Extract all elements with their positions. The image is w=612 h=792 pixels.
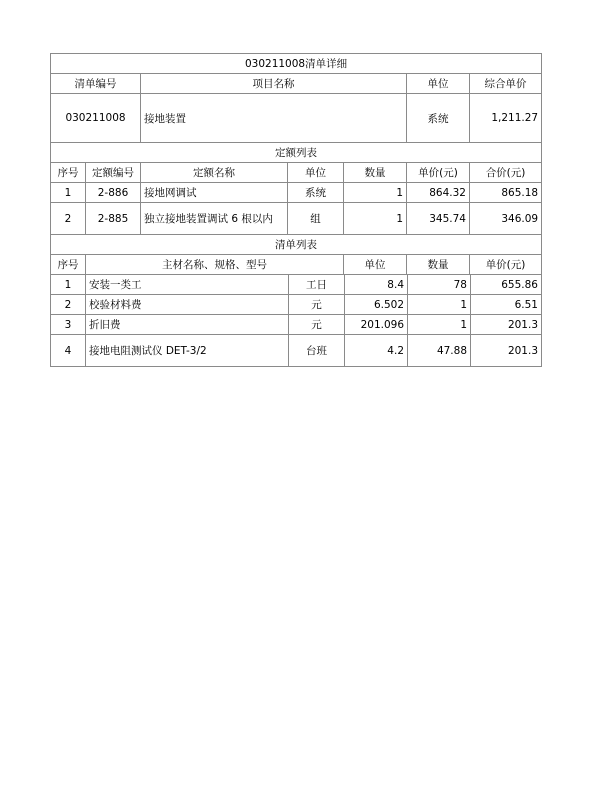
quota-col-name: 定额名称 [141,163,288,183]
table-row [51,315,542,335]
list-name: 校验材料费 [86,295,289,315]
list-price: 78 [408,275,471,295]
quota-col-qty: 数量 [344,163,407,183]
quota-total: 346.09 [470,203,542,235]
list-detail-table [50,274,542,367]
list-col-price: 单价(元) [470,255,542,275]
table-row [51,335,542,367]
item-code: 030211008 [51,94,141,143]
quota-section-title-row [51,143,542,163]
list-total: 201.3 [471,335,542,367]
code-header: 清单编号 [51,74,141,94]
table-row [51,275,542,295]
quota-code: 2-886 [86,183,141,203]
list-no: 2 [51,295,86,315]
list-no: 1 [51,275,86,295]
list-no: 4 [51,335,86,367]
list-total: 201.3 [471,315,542,335]
quota-qty: 1 [344,183,407,203]
quota-unit: 系统 [288,183,344,203]
table-row [51,183,542,203]
list-header-row [51,255,542,275]
quota-price: 345.74 [407,203,470,235]
list-unit: 工日 [289,275,345,295]
list-total: 6.51 [471,295,542,315]
list-name: 接地电阻测试仪 DET-3/2 [86,335,289,367]
item-name: 接地装置 [141,94,407,143]
table-row [51,203,542,235]
item-row [51,94,542,143]
quota-qty: 1 [344,203,407,235]
unit-header: 单位 [407,74,470,94]
item-price: 1,211.27 [470,94,542,143]
item-header-row [51,74,542,94]
quota-col-code: 定额编号 [86,163,141,183]
title-row [51,54,542,74]
list-price: 1 [408,315,471,335]
list-section-title: 清单列表 [51,235,542,255]
list-col-qty: 数量 [407,255,470,275]
sheet-title: 030211008清单详细 [51,54,542,74]
quota-total: 865.18 [470,183,542,203]
quota-header-row [51,163,542,183]
list-no: 3 [51,315,86,335]
quota-col-total: 合价(元) [470,163,542,183]
list-col-name: 主材名称、规格、型号 [86,255,344,275]
quota-code: 2-885 [86,203,141,235]
list-qty: 4.2 [345,335,408,367]
item-unit: 系统 [407,94,470,143]
list-col-no: 序号 [51,255,86,275]
bill-detail-table [50,53,542,275]
list-unit: 台班 [289,335,345,367]
table-row [51,295,542,315]
list-qty: 6.502 [345,295,408,315]
quota-col-price: 单价(元) [407,163,470,183]
quota-name: 独立接地装置调试 6 根以内 [141,203,288,235]
list-unit: 元 [289,295,345,315]
list-col-unit: 单位 [344,255,407,275]
list-price: 1 [408,295,471,315]
quota-no: 1 [51,183,86,203]
name-header: 项目名称 [141,74,407,94]
list-total: 655.86 [471,275,542,295]
list-name: 安装一类工 [86,275,289,295]
list-price: 47.88 [408,335,471,367]
quota-name: 接地网调试 [141,183,288,203]
list-qty: 201.096 [345,315,408,335]
quota-section-title: 定额列表 [51,143,542,163]
list-section-title-row [51,235,542,255]
quota-unit: 组 [288,203,344,235]
quota-col-no: 序号 [51,163,86,183]
list-name: 折旧费 [86,315,289,335]
quota-col-unit: 单位 [288,163,344,183]
quota-price: 864.32 [407,183,470,203]
price-header: 综合单价 [470,74,542,94]
list-qty: 8.4 [345,275,408,295]
list-unit: 元 [289,315,345,335]
quota-no: 2 [51,203,86,235]
